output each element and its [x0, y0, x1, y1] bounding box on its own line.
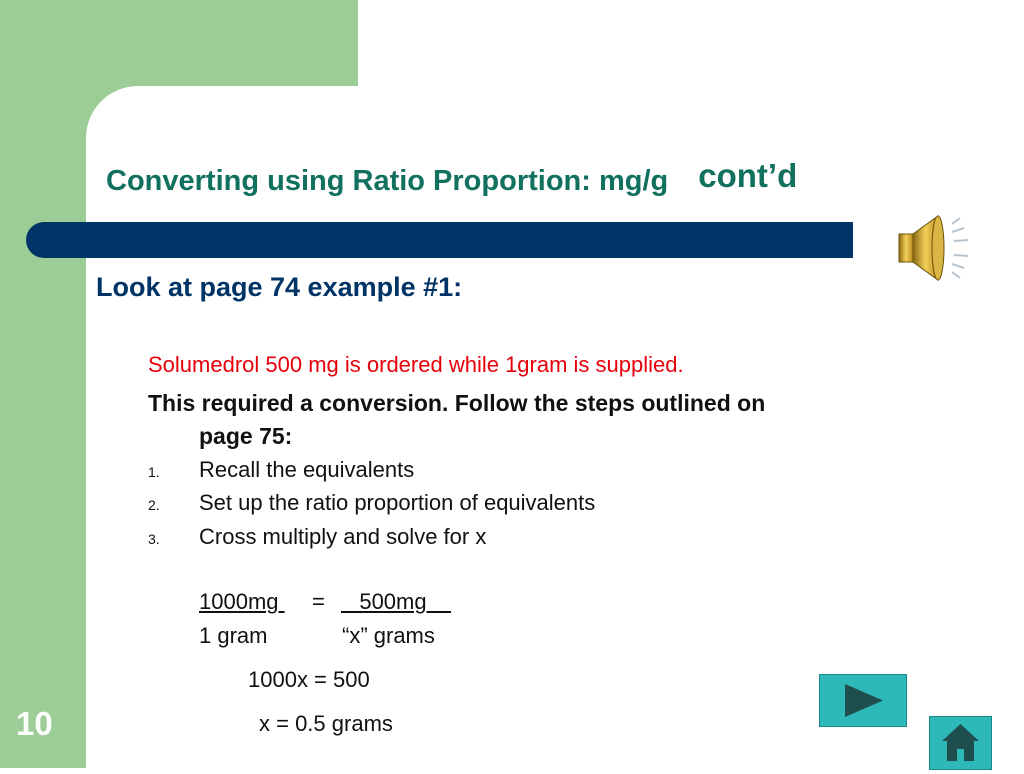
speaker-icon[interactable] — [894, 210, 974, 286]
problem-statement: Solumedrol 500 mg is ordered while 1gram is supplied. — [148, 352, 684, 377]
equation-denominator-left: 1 gram — [199, 623, 268, 648]
next-slide-button[interactable] — [819, 674, 907, 727]
home-icon — [930, 717, 991, 769]
equation-denominator-right: “x” grams — [342, 623, 435, 648]
slide-title-main: Converting using Ratio Proportion: mg/g — [106, 165, 669, 197]
instruction-line-2: page 75: — [199, 423, 293, 449]
equation-step-1: 1000x = 500 — [248, 667, 370, 692]
instruction-line-1: This required a conversion. Follow the steps outlined on — [148, 390, 766, 416]
slide-title — [106, 157, 798, 198]
slide-title-suffix: cont’d — [698, 157, 798, 194]
step-number: 1. — [148, 464, 160, 480]
top-green-band — [0, 0, 358, 86]
equation-equals: = — [312, 589, 325, 614]
play-arrow-icon — [820, 675, 906, 726]
equation-numerator-left: 1000mg — [199, 589, 285, 614]
step-number: 3. — [148, 531, 160, 547]
equation-numerator-right: 500mg — [341, 589, 452, 614]
step-number: 2. — [148, 497, 160, 513]
step-text: Set up the ratio proportion of equivalents — [199, 490, 596, 515]
equation-result: x = 0.5 grams — [259, 711, 393, 736]
home-button[interactable] — [929, 716, 992, 770]
step-text: Cross multiply and solve for x — [199, 524, 487, 549]
step-text: Recall the equivalents — [199, 457, 415, 482]
slide-number: 10 — [16, 705, 53, 742]
title-divider-bar — [26, 222, 853, 258]
section-heading: Look at page 74 example #1: — [96, 272, 463, 302]
